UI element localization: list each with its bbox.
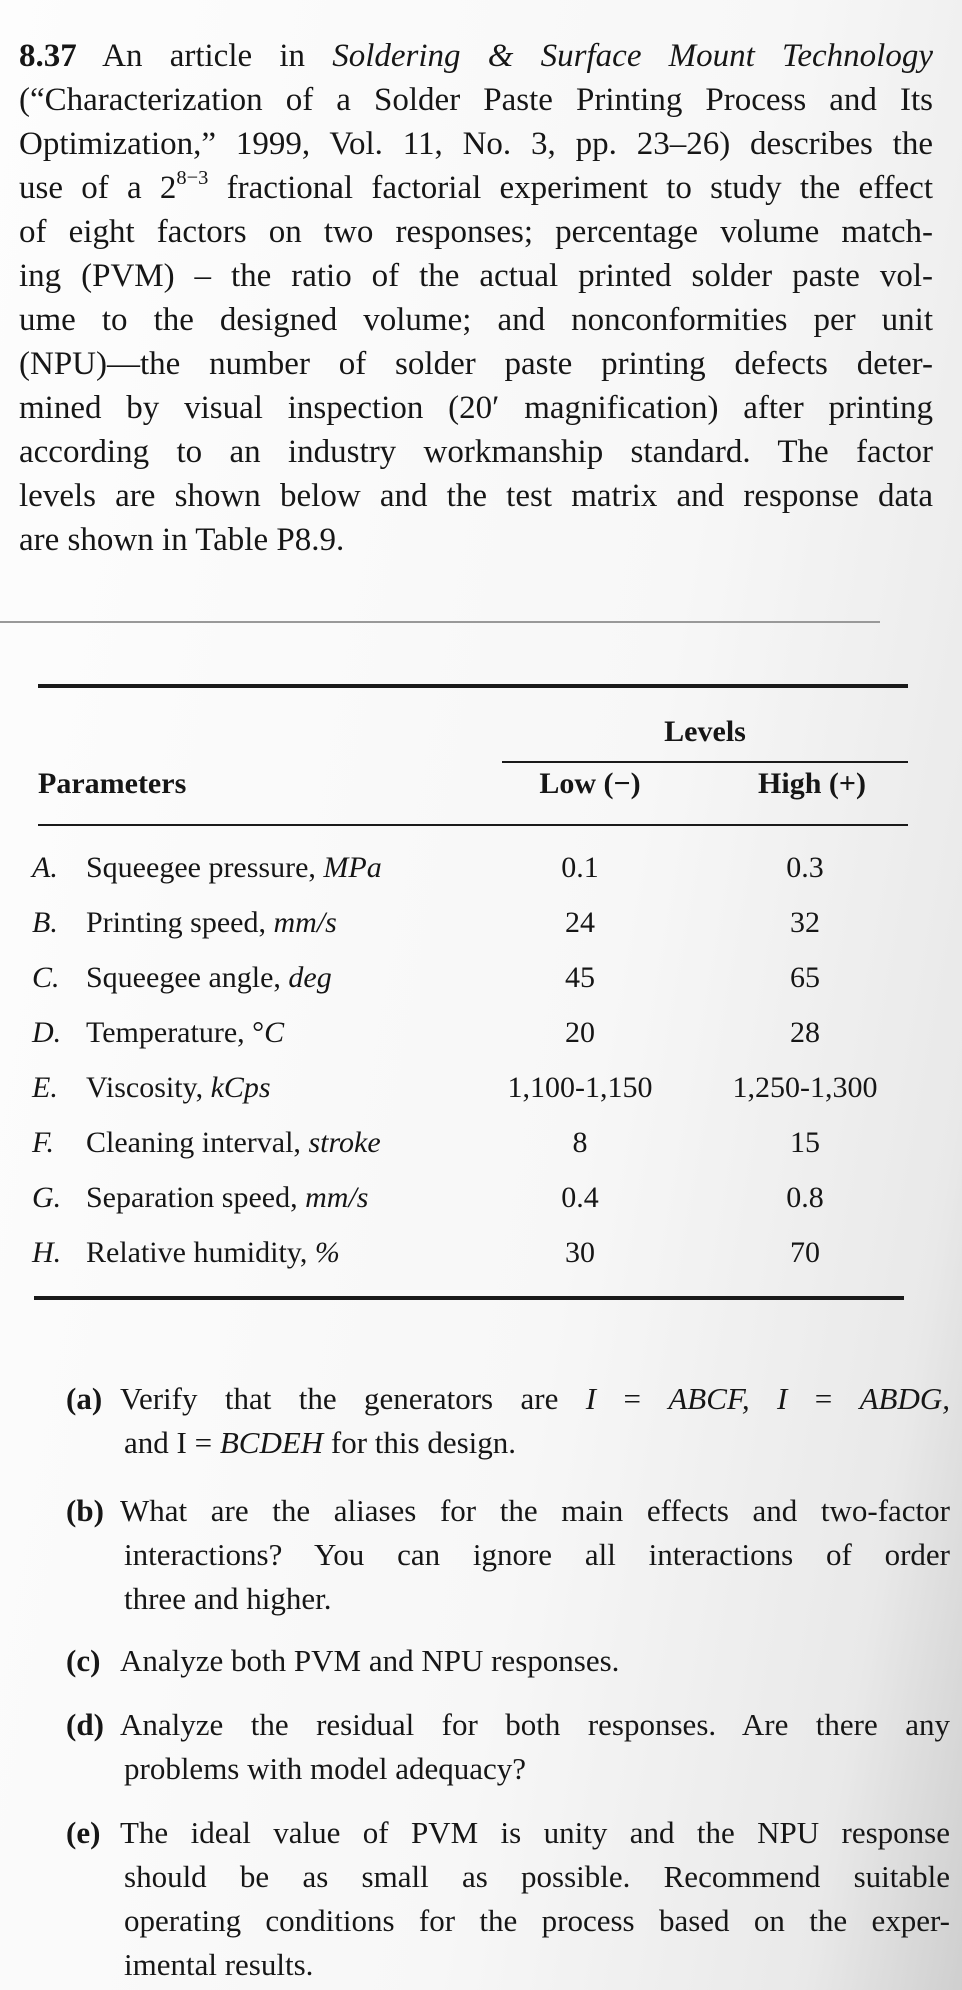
text-segment: should be as small as possible. Recommend suitable: [124, 1859, 950, 1894]
factor-unit: mm/s: [305, 1181, 369, 1214]
factor-name: [86, 1068, 271, 1108]
question-line: [124, 1533, 950, 1577]
text-segment: Optimization,” 1999, Vol. 11, No. 3, pp. 23–26) describes the: [19, 126, 933, 162]
paragraph-line: [19, 254, 933, 298]
factor-name: [86, 1013, 284, 1053]
factor-letter: B.: [32, 906, 58, 939]
text-segment: according to an industry workmanship standard. The factor: [19, 434, 933, 470]
text-segment: Soldering & Surface Mount Technology: [332, 38, 933, 74]
high-value: 0.3: [786, 851, 824, 884]
text-segment: are shown in Table P8.9.: [19, 522, 345, 558]
low-value: 20: [565, 1016, 595, 1049]
paragraph-line: [19, 34, 933, 78]
high-header: High (+): [758, 767, 866, 800]
high-value: 0.8: [786, 1181, 824, 1214]
text-segment: ume to the designed volume; and nonconformities per unit: [19, 302, 933, 338]
text-segment: Analyze the residual for both responses. Are there any: [120, 1707, 950, 1742]
text-segment: BCDEH: [219, 1425, 324, 1460]
high-value: 15: [790, 1126, 820, 1159]
text-segment: (“Characterization of a Solder Paste Printing Process and Its: [19, 82, 933, 118]
levels-rule: [502, 761, 908, 763]
question-label: (a): [66, 1381, 103, 1416]
paragraph-line: [19, 430, 933, 474]
text-segment: Analyze both PVM and NPU responses.: [120, 1643, 620, 1678]
question-line: [120, 1639, 950, 1683]
levels-header: Levels: [664, 715, 746, 748]
factor-letter: D.: [32, 1016, 62, 1049]
header-rule: [38, 824, 908, 826]
factor-letter: F.: [32, 1126, 54, 1159]
factor-letter: E.: [32, 1071, 58, 1104]
text-segment: and I =: [124, 1425, 220, 1460]
factor-label: Printing speed,: [86, 906, 274, 939]
factor-letter: C.: [32, 961, 60, 994]
factor-unit: %: [314, 1236, 340, 1269]
factor-name: [86, 1123, 381, 1163]
text-segment: interactions? You can ignore all interactions of order: [124, 1537, 950, 1572]
high-value: 65: [790, 961, 820, 994]
text-segment: ABCF, I: [668, 1381, 788, 1416]
parameters-header: Parameters: [38, 767, 187, 800]
factor-label: Squeegee angle,: [86, 961, 289, 994]
question-line: [120, 1811, 950, 1855]
factor-label: Temperature, °: [86, 1016, 265, 1049]
low-value: 1,100-1,150: [507, 1071, 653, 1104]
high-value: 32: [790, 906, 820, 939]
paragraph-line: [19, 518, 933, 562]
factor-name: [86, 903, 337, 943]
text-segment: What are the aliases for the main effects and two-factor: [120, 1493, 950, 1528]
factor-letter: H.: [32, 1236, 62, 1269]
table-bottom-rule: [34, 1296, 904, 1300]
factor-unit: MPa: [323, 851, 382, 884]
question-line: [124, 1747, 950, 1791]
factor-label: Squeegee pressure,: [86, 851, 324, 884]
section-divider: [0, 621, 880, 623]
text-segment: ABDG,: [859, 1381, 951, 1416]
paragraph-line: [19, 166, 933, 210]
question-label: (d): [66, 1707, 104, 1742]
high-value: 70: [790, 1236, 820, 1269]
paragraph-line: [19, 474, 933, 518]
factor-unit: C: [264, 1016, 285, 1049]
high-value: 1,250-1,300: [732, 1071, 878, 1104]
factor-label: Separation speed,: [86, 1181, 306, 1214]
text-segment: use of a 2: [19, 170, 177, 206]
factor-letter: A.: [32, 851, 58, 884]
low-value: 8: [572, 1126, 588, 1159]
text-segment: =: [596, 1381, 669, 1416]
text-segment: levels are shown below and the test matrix and response data: [19, 478, 933, 514]
text-segment: three and higher.: [124, 1581, 332, 1616]
high-value: 28: [790, 1016, 820, 1049]
factor-unit: stroke: [308, 1126, 381, 1159]
low-value: 30: [565, 1236, 595, 1269]
low-value: 0.1: [561, 851, 599, 884]
factor-label: Relative humidity,: [86, 1236, 315, 1269]
factor-label: Viscosity,: [86, 1071, 211, 1104]
question-line: [124, 1421, 950, 1465]
question-label: (c): [66, 1643, 101, 1678]
text-segment: ing (PVM) – the ratio of the actual printed solder paste vol-: [19, 258, 933, 294]
low-header: Low (−): [539, 767, 641, 800]
factor-name: [86, 1233, 340, 1273]
question-line: [120, 1377, 950, 1421]
text-segment: mined by visual inspection (20′ magnification) after printing: [19, 390, 933, 426]
text-segment: problems with model adequacy?: [124, 1751, 527, 1786]
question-line: [124, 1577, 950, 1621]
superscript: 8−3: [176, 167, 209, 189]
text-segment: Verify that the generators are: [120, 1381, 586, 1416]
factor-letter: G.: [32, 1181, 62, 1214]
text-segment: The ideal value of PVM is unity and the NPU response: [120, 1815, 950, 1850]
paragraph-line: [19, 386, 933, 430]
text-segment: for this design.: [323, 1425, 517, 1460]
text-segment: An article in: [76, 38, 333, 74]
factor-unit: mm/s: [273, 906, 337, 939]
factor-name: [86, 958, 332, 998]
question-label: (e): [66, 1815, 101, 1850]
text-segment: (NPU)—the number of solder paste printing defects deter-: [19, 346, 933, 382]
question-label: (b): [66, 1493, 104, 1528]
paragraph-line: [19, 210, 933, 254]
text-segment: imental results.: [124, 1947, 314, 1982]
text-segment: fractional factorial experiment to study the effect: [208, 170, 933, 206]
text-segment: operating conditions for the process based on the exper-: [124, 1903, 950, 1938]
low-value: 24: [565, 906, 595, 939]
paragraph-line: [19, 342, 933, 386]
text-segment: I: [585, 1381, 597, 1416]
factor-label: Cleaning interval,: [86, 1126, 309, 1159]
problem-number: 8.37: [19, 38, 77, 74]
factor-name: [86, 1178, 368, 1218]
factor-name: [86, 848, 382, 888]
text-segment: =: [787, 1381, 860, 1416]
question-line: [124, 1943, 950, 1987]
factor-unit: deg: [288, 961, 332, 994]
factor-unit: kCps: [210, 1071, 271, 1104]
question-line: [124, 1899, 950, 1943]
paragraph-line: [19, 298, 933, 342]
paragraph-line: [19, 78, 933, 122]
question-line: [120, 1703, 950, 1747]
table-top-rule: [38, 684, 908, 688]
low-value: 0.4: [561, 1181, 599, 1214]
text-segment: of eight factors on two responses; percentage volume match-: [19, 214, 933, 250]
question-line: [120, 1489, 950, 1533]
paragraph-line: [19, 122, 933, 166]
question-line: [124, 1855, 950, 1899]
low-value: 45: [565, 961, 595, 994]
